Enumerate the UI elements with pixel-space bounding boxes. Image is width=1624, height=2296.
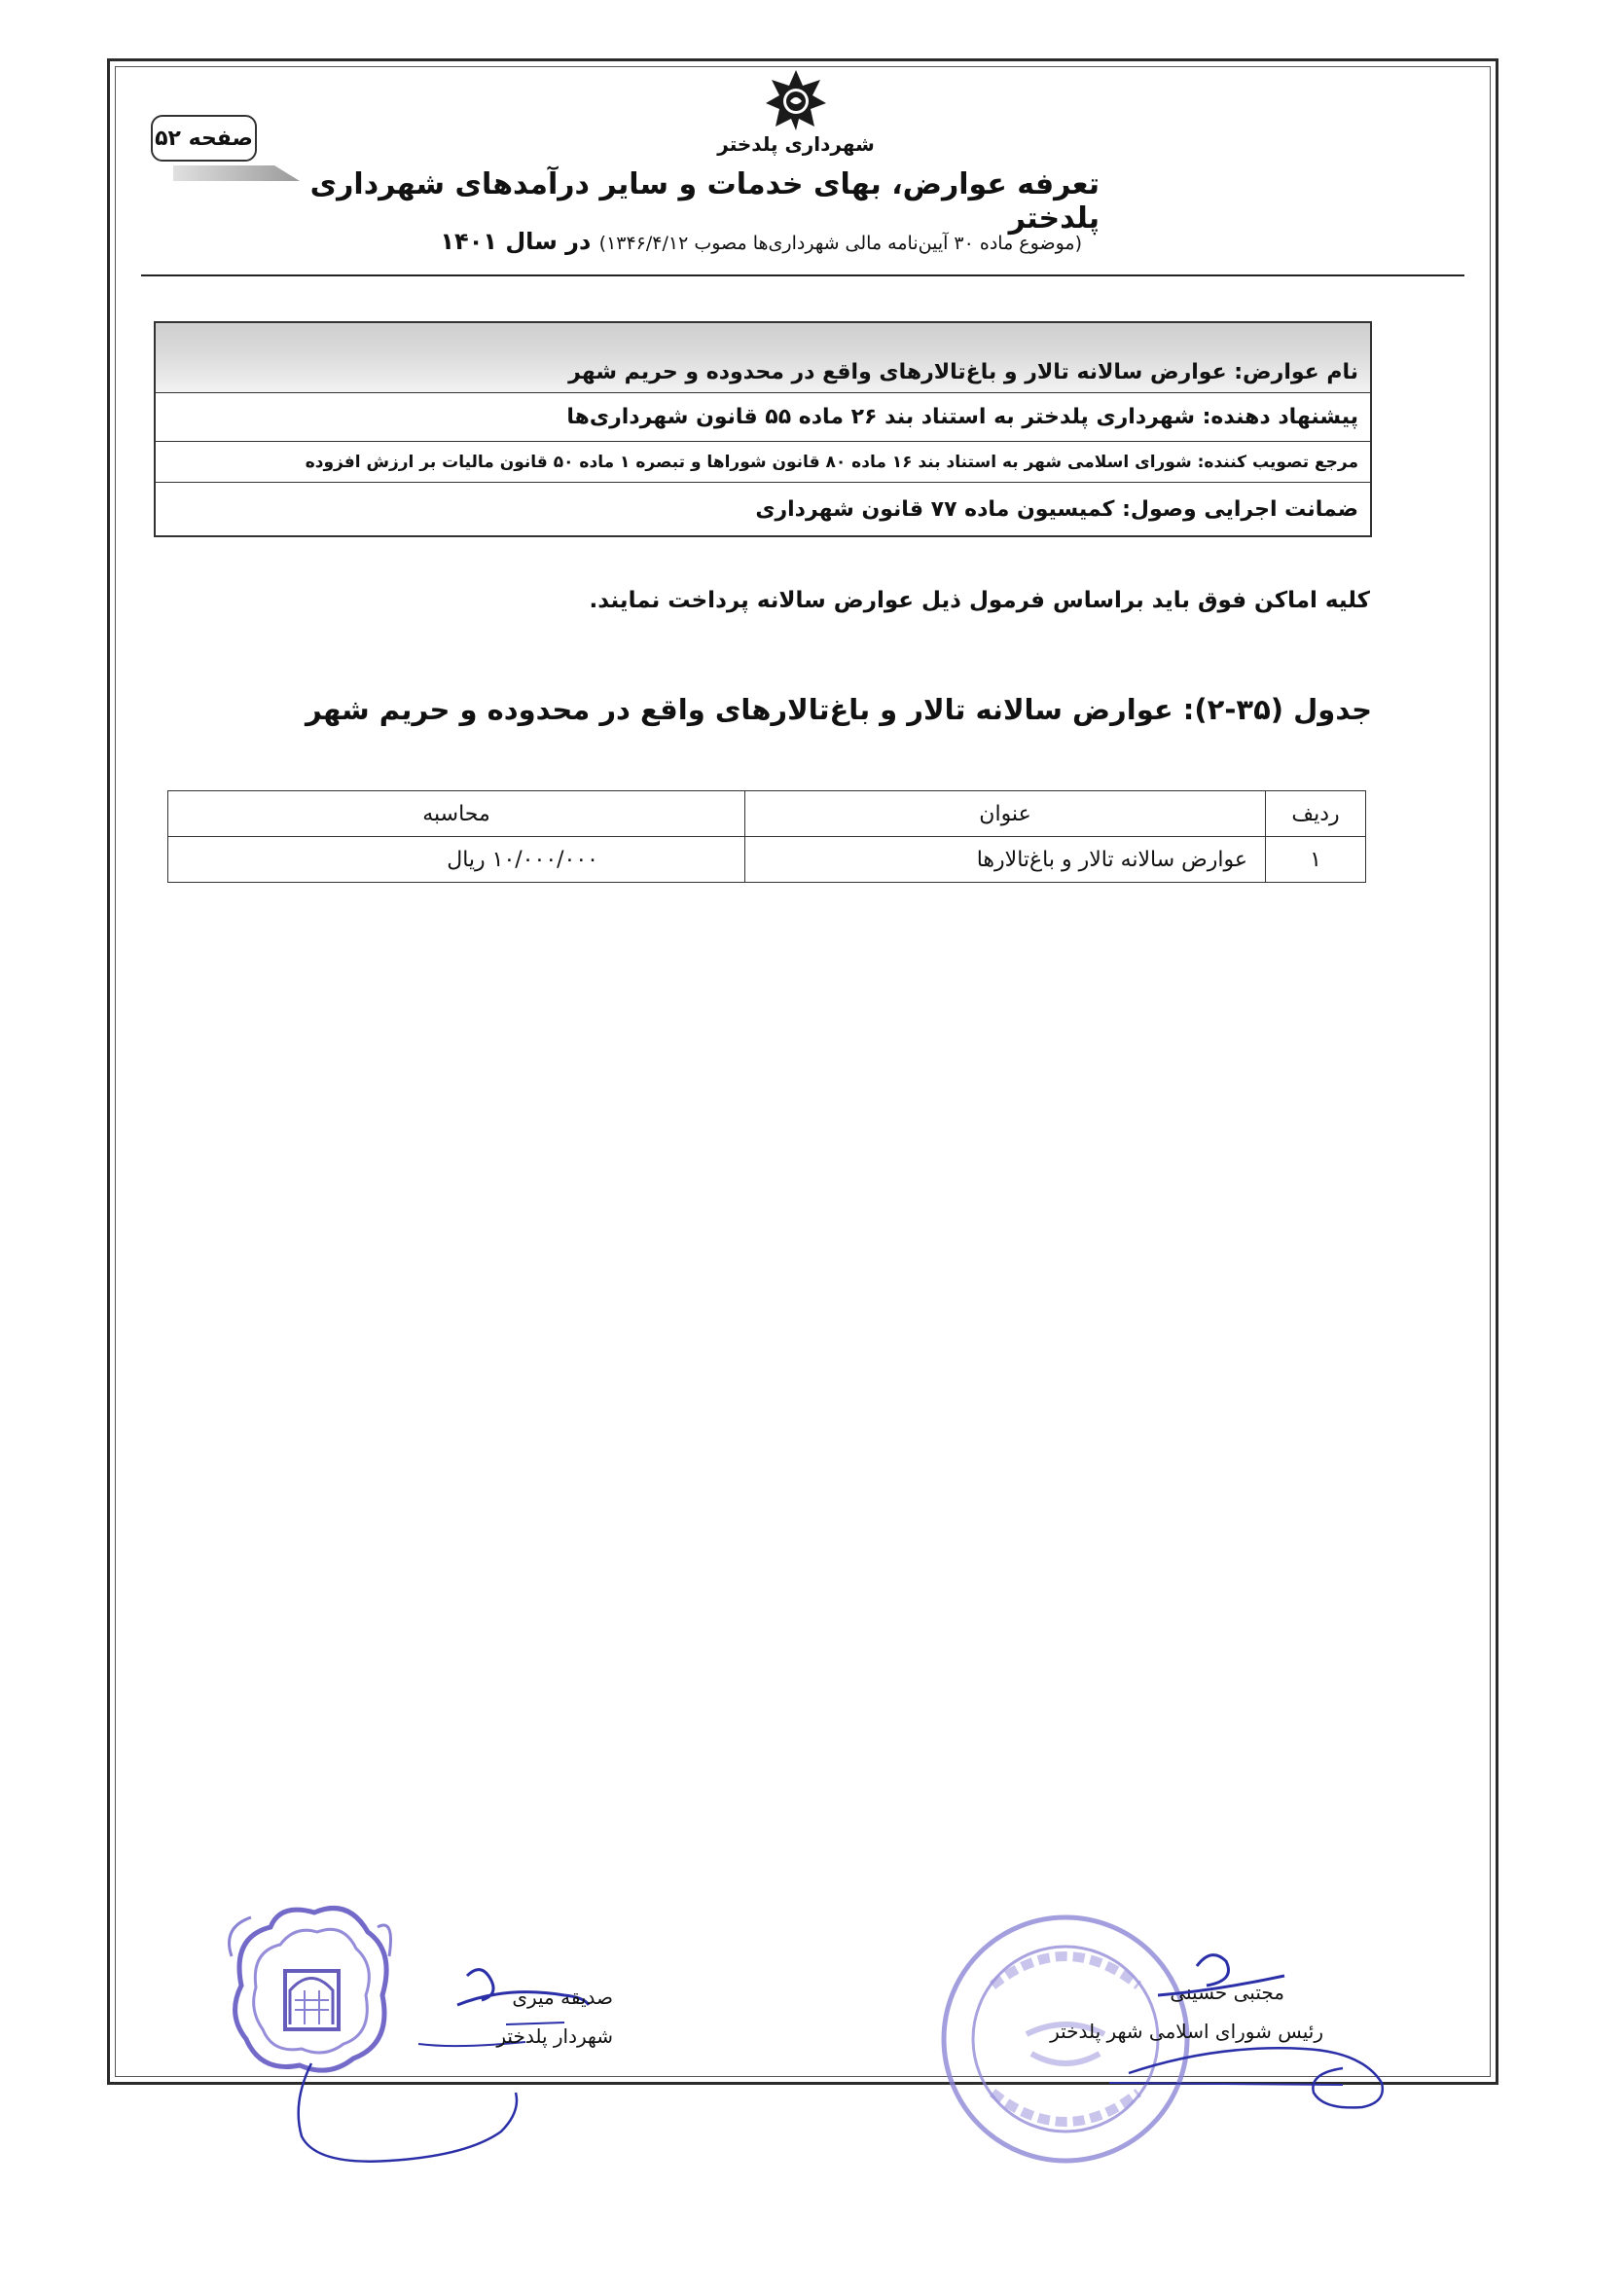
- cell-row-number: ۱: [1266, 837, 1366, 883]
- toll-name: نام عوارض: عوارض سالانه تالار و باغ‌تالارهای واقع در محدوده و حریم شهر: [568, 360, 1358, 384]
- proposer: پیشنهاد دهنده: شهرداری پلدختر به استناد بند ۲۶ ماده ۵۵ قانون شهرداری‌ها: [566, 405, 1358, 429]
- cell-calculation: ۱۰/۰۰۰/۰۰۰ ریال: [168, 837, 745, 883]
- municipality-logo-icon: [764, 68, 828, 132]
- tariff-table: [167, 790, 1366, 883]
- toll-name-row: [156, 323, 1370, 393]
- approval-ref-row: [156, 442, 1370, 483]
- enforcement: ضمانت اجرایی وصول: کمیسیون ماده ۷۷ قانون شهرداری: [755, 496, 1358, 522]
- approval-ref: مرجع تصویب کننده: شورای اسلامی شهر به استناد بند ۱۶ ماده ۸۰ قانون شوراها و تبصره ۱ ماده ۵۰ قانون مالیات بر ارزش افزوده: [305, 452, 1358, 472]
- table-caption: جدول (۳۵-۲): عوارض سالانه تالار و باغ‌تالارهای واقع در محدوده و حریم شهر: [306, 693, 1372, 726]
- mayor-name: صدیقه میری: [512, 1986, 613, 2009]
- toll-info-box: [154, 321, 1372, 537]
- council-head-role: رئیس شورای اسلامی شهر پلدختر: [1050, 2020, 1323, 2043]
- subtitle-year: در سال ۱۴۰۱: [440, 228, 599, 255]
- header-divider: [141, 274, 1464, 276]
- table-row: [168, 837, 1366, 883]
- proposer-row: [156, 393, 1370, 442]
- subtitle-main: (موضوع ماده ۳۰ آیین‌نامه مالی شهرداری‌ها مصوب ۱۳۴۶/۴/۱۲): [598, 233, 1082, 254]
- header-row-number: ردیف: [1266, 791, 1366, 837]
- page-number: صفحه ۵۲: [155, 126, 253, 151]
- table-header-row: [168, 791, 1366, 837]
- enforcement-row: [156, 483, 1370, 535]
- page-title: تعرفه عوارض، بهای خدمات و سایر درآمدهای شهرداری پلدختر: [309, 167, 1100, 236]
- header-calculation: محاسبه: [168, 791, 745, 837]
- cell-title: عوارض سالانه تالار و باغ‌تالارها: [745, 837, 1266, 883]
- page-subtitle: [292, 228, 1082, 255]
- logo-caption: شهرداری پلدختر: [717, 132, 875, 156]
- header-title: عنوان: [745, 791, 1266, 837]
- council-head-name: مجتبی حسینی: [1170, 1981, 1284, 2004]
- mayor-role: شهردار پلدختر: [496, 2024, 613, 2048]
- instruction-paragraph: کلیه اماکن فوق باید براساس فرمول ذیل عوارض سالانه پرداخت نمایند.: [589, 588, 1370, 613]
- page-number-badge: [151, 115, 257, 162]
